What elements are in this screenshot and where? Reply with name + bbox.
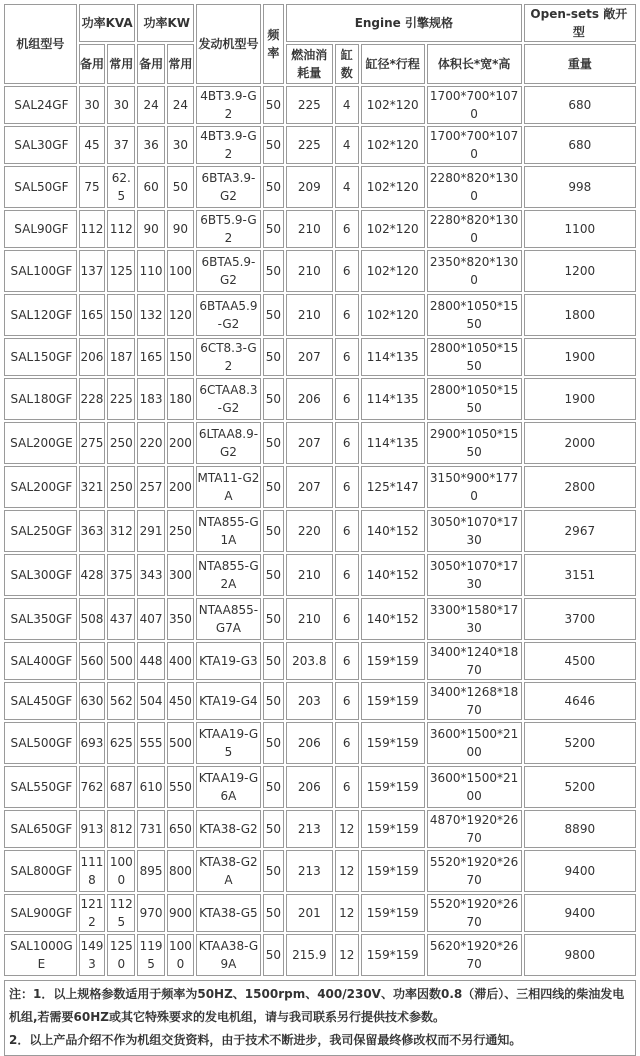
table-row bbox=[4, 850, 636, 892]
kva-prime-cell: 1250 bbox=[107, 934, 135, 976]
model-cell: SAL24GF bbox=[4, 86, 77, 124]
kw-prime-cell: 200 bbox=[167, 422, 194, 464]
bore-stroke-cell: 140*152 bbox=[361, 554, 425, 596]
kva-prime-cell: 375 bbox=[107, 554, 135, 596]
frequency-cell: 50 bbox=[263, 642, 284, 680]
frequency-cell: 50 bbox=[263, 250, 284, 292]
table-row bbox=[4, 166, 636, 208]
weight-cell: 5200 bbox=[524, 722, 636, 764]
cylinders-cell: 6 bbox=[335, 682, 359, 720]
kw-prime-cell: 400 bbox=[167, 642, 194, 680]
weight-cell: 3700 bbox=[524, 598, 636, 640]
kw-standby-cell: 1195 bbox=[137, 934, 164, 976]
kw-standby-cell: 60 bbox=[137, 166, 164, 208]
kva-standby-cell: 228 bbox=[79, 378, 105, 420]
frequency-cell: 50 bbox=[263, 422, 284, 464]
kva-prime-cell: 250 bbox=[107, 422, 135, 464]
fuel-cell: 207 bbox=[286, 466, 333, 508]
weight-cell: 680 bbox=[524, 86, 636, 124]
kva-prime-cell: 62.5 bbox=[107, 166, 135, 208]
dimensions-cell: 3150*900*1770 bbox=[427, 466, 522, 508]
frequency-cell: 50 bbox=[263, 598, 284, 640]
kw-standby-cell: 220 bbox=[137, 422, 164, 464]
kva-standby-cell: 1493 bbox=[79, 934, 105, 976]
col-model-header: 机组型号 bbox=[4, 4, 77, 84]
dimensions-cell: 5520*1920*2670 bbox=[427, 850, 522, 892]
weight-cell: 2000 bbox=[524, 422, 636, 464]
table-row bbox=[4, 722, 636, 764]
cylinders-cell: 12 bbox=[335, 934, 359, 976]
kva-standby-cell: 363 bbox=[79, 510, 105, 552]
fuel-cell: 203 bbox=[286, 682, 333, 720]
weight-cell: 5200 bbox=[524, 766, 636, 808]
kw-standby-cell: 970 bbox=[137, 894, 164, 932]
kva-standby-cell: 913 bbox=[79, 810, 105, 848]
kw-prime-cell: 200 bbox=[167, 466, 194, 508]
bore-stroke-cell: 140*152 bbox=[361, 510, 425, 552]
kva-standby-cell: 762 bbox=[79, 766, 105, 808]
kw-standby-cell: 90 bbox=[137, 210, 164, 248]
kva-standby-cell: 321 bbox=[79, 466, 105, 508]
kva-prime-cell: 1000 bbox=[107, 850, 135, 892]
kw-prime-cell: 650 bbox=[167, 810, 194, 848]
model-cell: SAL300GF bbox=[4, 554, 77, 596]
kw-prime-cell: 100 bbox=[167, 250, 194, 292]
kva-prime-cell: 687 bbox=[107, 766, 135, 808]
dimensions-cell: 2350*820*1300 bbox=[427, 250, 522, 292]
kw-standby-cell: 895 bbox=[137, 850, 164, 892]
model-cell: SAL120GF bbox=[4, 294, 77, 336]
table-row bbox=[4, 642, 636, 680]
frequency-cell: 50 bbox=[263, 126, 284, 164]
kw-prime-cell: 350 bbox=[167, 598, 194, 640]
kw-standby-cell: 448 bbox=[137, 642, 164, 680]
kw-prime-cell: 800 bbox=[167, 850, 194, 892]
engine-model-cell: KTA38-G2A bbox=[196, 850, 261, 892]
fuel-cell: 215.9 bbox=[286, 934, 333, 976]
cylinders-cell: 6 bbox=[335, 598, 359, 640]
kw-standby-cell: 183 bbox=[137, 378, 164, 420]
model-cell: SAL400GF bbox=[4, 642, 77, 680]
kva-standby-cell: 45 bbox=[79, 126, 105, 164]
kw-standby-cell: 504 bbox=[137, 682, 164, 720]
frequency-cell: 50 bbox=[263, 210, 284, 248]
engine-model-cell: KTA19-G4 bbox=[196, 682, 261, 720]
kw-standby-cell: 257 bbox=[137, 466, 164, 508]
kva-standby-cell: 560 bbox=[79, 642, 105, 680]
kw-standby-cell: 610 bbox=[137, 766, 164, 808]
cylinders-cell: 12 bbox=[335, 810, 359, 848]
kva-standby-cell: 206 bbox=[79, 338, 105, 376]
fuel-cell: 210 bbox=[286, 294, 333, 336]
kva-prime-cell: 562 bbox=[107, 682, 135, 720]
weight-cell: 9800 bbox=[524, 934, 636, 976]
kva-standby-cell: 693 bbox=[79, 722, 105, 764]
kva-standby-cell: 428 bbox=[79, 554, 105, 596]
table-row bbox=[4, 210, 636, 248]
col-kva-header: 功率KVA bbox=[79, 4, 136, 42]
frequency-cell: 50 bbox=[263, 850, 284, 892]
table-row bbox=[4, 466, 636, 508]
bore-stroke-cell: 102*120 bbox=[361, 210, 425, 248]
kw-standby-cell: 291 bbox=[137, 510, 164, 552]
bore-stroke-cell: 159*159 bbox=[361, 810, 425, 848]
bore-stroke-cell: 102*120 bbox=[361, 86, 425, 124]
cylinders-cell: 4 bbox=[335, 126, 359, 164]
dimensions-cell: 3600*1500*2100 bbox=[427, 766, 522, 808]
fuel-cell: 201 bbox=[286, 894, 333, 932]
cylinders-cell: 4 bbox=[335, 166, 359, 208]
note-2: 2．以上产品介绍不作为机组交货资料，由于技术不断进步，我司保留最终修改权而不另行通知。 bbox=[9, 1033, 522, 1047]
kva-standby-cell: 275 bbox=[79, 422, 105, 464]
col-kw-standby: 备用 bbox=[137, 44, 164, 84]
engine-model-cell: KTAA19-G6A bbox=[196, 766, 261, 808]
engine-model-cell: KTA19-G3 bbox=[196, 642, 261, 680]
weight-cell: 1900 bbox=[524, 338, 636, 376]
model-cell: SAL50GF bbox=[4, 166, 77, 208]
notes-box bbox=[4, 980, 636, 1056]
bore-stroke-cell: 159*159 bbox=[361, 766, 425, 808]
engine-model-cell: 4BT3.9-G2 bbox=[196, 126, 261, 164]
dimensions-cell: 2900*1050*1550 bbox=[427, 422, 522, 464]
kva-standby-cell: 137 bbox=[79, 250, 105, 292]
weight-cell: 2967 bbox=[524, 510, 636, 552]
table-row bbox=[4, 126, 636, 164]
kva-standby-cell: 112 bbox=[79, 210, 105, 248]
kw-standby-cell: 165 bbox=[137, 338, 164, 376]
fuel-cell: 203.8 bbox=[286, 642, 333, 680]
model-cell: SAL200GE bbox=[4, 422, 77, 464]
dimensions-cell: 3050*1070*1730 bbox=[427, 510, 522, 552]
model-cell: SAL30GF bbox=[4, 126, 77, 164]
kva-standby-cell: 30 bbox=[79, 86, 105, 124]
bore-stroke-cell: 159*159 bbox=[361, 682, 425, 720]
engine-model-cell: 6BTA3.9-G2 bbox=[196, 166, 261, 208]
kva-prime-cell: 250 bbox=[107, 466, 135, 508]
dimensions-cell: 5520*1920*2670 bbox=[427, 894, 522, 932]
kva-standby-cell: 630 bbox=[79, 682, 105, 720]
model-cell: SAL150GF bbox=[4, 338, 77, 376]
fuel-cell: 210 bbox=[286, 250, 333, 292]
engine-model-cell: NTAA855-G7A bbox=[196, 598, 261, 640]
kva-prime-cell: 437 bbox=[107, 598, 135, 640]
dimensions-cell: 3400*1268*1870 bbox=[427, 682, 522, 720]
kva-standby-cell: 75 bbox=[79, 166, 105, 208]
table-row bbox=[4, 598, 636, 640]
frequency-cell: 50 bbox=[263, 934, 284, 976]
bore-stroke-cell: 102*120 bbox=[361, 294, 425, 336]
kw-prime-cell: 250 bbox=[167, 510, 194, 552]
cylinders-cell: 6 bbox=[335, 510, 359, 552]
cylinders-cell: 6 bbox=[335, 378, 359, 420]
engine-model-cell: NTA855-G2A bbox=[196, 554, 261, 596]
fuel-cell: 225 bbox=[286, 86, 333, 124]
cylinders-cell: 12 bbox=[335, 894, 359, 932]
kw-standby-cell: 36 bbox=[137, 126, 164, 164]
cylinders-cell: 4 bbox=[335, 86, 359, 124]
engine-model-cell: NTA855-G1A bbox=[196, 510, 261, 552]
engine-model-cell: 4BT3.9-G2 bbox=[196, 86, 261, 124]
dimensions-cell: 3300*1580*1730 bbox=[427, 598, 522, 640]
bore-stroke-cell: 159*159 bbox=[361, 642, 425, 680]
table-row bbox=[4, 682, 636, 720]
table-row bbox=[4, 378, 636, 420]
kw-standby-cell: 24 bbox=[137, 86, 164, 124]
table-row bbox=[4, 766, 636, 808]
bore-stroke-cell: 102*120 bbox=[361, 126, 425, 164]
fuel-cell: 207 bbox=[286, 338, 333, 376]
col-dimensions-header: 体积长*宽*高 bbox=[427, 44, 522, 84]
engine-model-cell: KTAA19-G5 bbox=[196, 722, 261, 764]
frequency-cell: 50 bbox=[263, 294, 284, 336]
model-cell: SAL250GF bbox=[4, 510, 77, 552]
col-engine-model-header: 发动机型号 bbox=[196, 4, 261, 84]
table-row bbox=[4, 86, 636, 124]
table-row bbox=[4, 934, 636, 976]
frequency-cell: 50 bbox=[263, 86, 284, 124]
model-cell: SAL90GF bbox=[4, 210, 77, 248]
table-row bbox=[4, 294, 636, 336]
kva-prime-cell: 1125 bbox=[107, 894, 135, 932]
weight-cell: 3151 bbox=[524, 554, 636, 596]
kva-prime-cell: 812 bbox=[107, 810, 135, 848]
kw-prime-cell: 90 bbox=[167, 210, 194, 248]
kva-standby-cell: 165 bbox=[79, 294, 105, 336]
cylinders-cell: 6 bbox=[335, 554, 359, 596]
kw-standby-cell: 343 bbox=[137, 554, 164, 596]
kw-prime-cell: 500 bbox=[167, 722, 194, 764]
kw-standby-cell: 555 bbox=[137, 722, 164, 764]
cylinders-cell: 6 bbox=[335, 294, 359, 336]
kw-standby-cell: 110 bbox=[137, 250, 164, 292]
fuel-cell: 209 bbox=[286, 166, 333, 208]
weight-cell: 4646 bbox=[524, 682, 636, 720]
model-cell: SAL550GF bbox=[4, 766, 77, 808]
cylinders-cell: 6 bbox=[335, 250, 359, 292]
col-bore-stroke-header: 缸径*行程 bbox=[361, 44, 425, 84]
kva-prime-cell: 150 bbox=[107, 294, 135, 336]
frequency-cell: 50 bbox=[263, 510, 284, 552]
model-cell: SAL100GF bbox=[4, 250, 77, 292]
dimensions-cell: 2800*1050*1550 bbox=[427, 338, 522, 376]
frequency-cell: 50 bbox=[263, 338, 284, 376]
cylinders-cell: 6 bbox=[335, 466, 359, 508]
fuel-cell: 210 bbox=[286, 210, 333, 248]
bore-stroke-cell: 102*120 bbox=[361, 250, 425, 292]
bore-stroke-cell: 114*135 bbox=[361, 378, 425, 420]
dimensions-cell: 1700*700*1070 bbox=[427, 126, 522, 164]
model-cell: SAL900GF bbox=[4, 894, 77, 932]
dimensions-cell: 1700*700*1070 bbox=[427, 86, 522, 124]
model-cell: SAL180GF bbox=[4, 378, 77, 420]
table-row bbox=[4, 894, 636, 932]
weight-cell: 998 bbox=[524, 166, 636, 208]
cylinders-cell: 6 bbox=[335, 766, 359, 808]
dimensions-cell: 2800*1050*1550 bbox=[427, 294, 522, 336]
weight-cell: 9400 bbox=[524, 850, 636, 892]
kva-prime-cell: 225 bbox=[107, 378, 135, 420]
col-cylinders-header: 缸数 bbox=[335, 44, 359, 84]
frequency-cell: 50 bbox=[263, 722, 284, 764]
bore-stroke-cell: 102*120 bbox=[361, 166, 425, 208]
weight-cell: 9400 bbox=[524, 894, 636, 932]
dimensions-cell: 3600*1500*2100 bbox=[427, 722, 522, 764]
frequency-cell: 50 bbox=[263, 466, 284, 508]
engine-model-cell: 6LTAA8.9-G2 bbox=[196, 422, 261, 464]
frequency-cell: 50 bbox=[263, 810, 284, 848]
kw-standby-cell: 132 bbox=[137, 294, 164, 336]
dimensions-cell: 2280*820*1300 bbox=[427, 166, 522, 208]
kva-prime-cell: 625 bbox=[107, 722, 135, 764]
table-row bbox=[4, 554, 636, 596]
kva-prime-cell: 112 bbox=[107, 210, 135, 248]
cylinders-cell: 6 bbox=[335, 210, 359, 248]
dimensions-cell: 5620*1920*2670 bbox=[427, 934, 522, 976]
fuel-cell: 210 bbox=[286, 554, 333, 596]
fuel-cell: 206 bbox=[286, 722, 333, 764]
kva-standby-cell: 1118 bbox=[79, 850, 105, 892]
col-engine-spec-header: Engine 引擎规格 bbox=[286, 4, 522, 42]
fuel-cell: 213 bbox=[286, 850, 333, 892]
kw-prime-cell: 1000 bbox=[167, 934, 194, 976]
cylinders-cell: 6 bbox=[335, 722, 359, 764]
weight-cell: 1100 bbox=[524, 210, 636, 248]
kva-prime-cell: 312 bbox=[107, 510, 135, 552]
table-row bbox=[4, 338, 636, 376]
table-body bbox=[4, 86, 636, 976]
bore-stroke-cell: 125*147 bbox=[361, 466, 425, 508]
kva-prime-cell: 37 bbox=[107, 126, 135, 164]
kw-prime-cell: 550 bbox=[167, 766, 194, 808]
bore-stroke-cell: 159*159 bbox=[361, 850, 425, 892]
weight-cell: 1800 bbox=[524, 294, 636, 336]
col-weight-header: 重量 bbox=[524, 44, 636, 84]
kva-prime-cell: 500 bbox=[107, 642, 135, 680]
dimensions-cell: 4870*1920*2670 bbox=[427, 810, 522, 848]
model-cell: SAL800GF bbox=[4, 850, 77, 892]
weight-cell: 2800 bbox=[524, 466, 636, 508]
bore-stroke-cell: 114*135 bbox=[361, 338, 425, 376]
weight-cell: 4500 bbox=[524, 642, 636, 680]
table-row bbox=[4, 810, 636, 848]
kw-prime-cell: 50 bbox=[167, 166, 194, 208]
kw-prime-cell: 150 bbox=[167, 338, 194, 376]
weight-cell: 1200 bbox=[524, 250, 636, 292]
bore-stroke-cell: 159*159 bbox=[361, 894, 425, 932]
fuel-cell: 206 bbox=[286, 378, 333, 420]
col-open-sets-header: Open-sets 敞开型 bbox=[524, 4, 636, 42]
weight-cell: 680 bbox=[524, 126, 636, 164]
model-cell: SAL500GF bbox=[4, 722, 77, 764]
model-cell: SAL650GF bbox=[4, 810, 77, 848]
kw-prime-cell: 300 bbox=[167, 554, 194, 596]
cylinders-cell: 6 bbox=[335, 642, 359, 680]
kva-prime-cell: 187 bbox=[107, 338, 135, 376]
dimensions-cell: 3400*1240*1870 bbox=[427, 642, 522, 680]
weight-cell: 1900 bbox=[524, 378, 636, 420]
col-kw-header: 功率KW bbox=[137, 4, 194, 42]
frequency-cell: 50 bbox=[263, 766, 284, 808]
engine-model-cell: MTA11-G2A bbox=[196, 466, 261, 508]
fuel-cell: 206 bbox=[286, 766, 333, 808]
engine-model-cell: KTA38-G2 bbox=[196, 810, 261, 848]
kva-standby-cell: 508 bbox=[79, 598, 105, 640]
generator-spec-table bbox=[2, 2, 638, 978]
col-kva-prime: 常用 bbox=[107, 44, 135, 84]
kw-prime-cell: 24 bbox=[167, 86, 194, 124]
fuel-cell: 220 bbox=[286, 510, 333, 552]
model-cell: SAL350GF bbox=[4, 598, 77, 640]
cylinders-cell: 6 bbox=[335, 422, 359, 464]
dimensions-cell: 3050*1070*1730 bbox=[427, 554, 522, 596]
kw-prime-cell: 450 bbox=[167, 682, 194, 720]
frequency-cell: 50 bbox=[263, 378, 284, 420]
table-row bbox=[4, 510, 636, 552]
model-cell: SAL1000GE bbox=[4, 934, 77, 976]
bore-stroke-cell: 114*135 bbox=[361, 422, 425, 464]
engine-model-cell: 6BTAA5.9-G2 bbox=[196, 294, 261, 336]
col-frequency-header: 频率 bbox=[263, 4, 284, 84]
model-cell: SAL200GF bbox=[4, 466, 77, 508]
col-fuel-header: 燃油消耗量 bbox=[286, 44, 333, 84]
frequency-cell: 50 bbox=[263, 554, 284, 596]
frequency-cell: 50 bbox=[263, 682, 284, 720]
spec-sheet bbox=[2, 2, 638, 1056]
kw-standby-cell: 407 bbox=[137, 598, 164, 640]
fuel-cell: 213 bbox=[286, 810, 333, 848]
cylinders-cell: 12 bbox=[335, 850, 359, 892]
dimensions-cell: 2800*1050*1550 bbox=[427, 378, 522, 420]
engine-model-cell: 6CTAA8.3-G2 bbox=[196, 378, 261, 420]
engine-model-cell: KTA38-G5 bbox=[196, 894, 261, 932]
kva-standby-cell: 1212 bbox=[79, 894, 105, 932]
engine-model-cell: 6BT5.9-G2 bbox=[196, 210, 261, 248]
fuel-cell: 207 bbox=[286, 422, 333, 464]
bore-stroke-cell: 159*159 bbox=[361, 934, 425, 976]
bore-stroke-cell: 140*152 bbox=[361, 598, 425, 640]
kw-standby-cell: 731 bbox=[137, 810, 164, 848]
kw-prime-cell: 120 bbox=[167, 294, 194, 336]
kva-prime-cell: 30 bbox=[107, 86, 135, 124]
dimensions-cell: 2280*820*1300 bbox=[427, 210, 522, 248]
col-kva-standby: 备用 bbox=[79, 44, 105, 84]
model-cell: SAL450GF bbox=[4, 682, 77, 720]
kw-prime-cell: 900 bbox=[167, 894, 194, 932]
frequency-cell: 50 bbox=[263, 894, 284, 932]
table-row bbox=[4, 422, 636, 464]
kva-prime-cell: 125 bbox=[107, 250, 135, 292]
engine-model-cell: 6CT8.3-G2 bbox=[196, 338, 261, 376]
fuel-cell: 225 bbox=[286, 126, 333, 164]
kw-prime-cell: 30 bbox=[167, 126, 194, 164]
weight-cell: 8890 bbox=[524, 810, 636, 848]
kw-prime-cell: 180 bbox=[167, 378, 194, 420]
fuel-cell: 210 bbox=[286, 598, 333, 640]
frequency-cell: 50 bbox=[263, 166, 284, 208]
engine-model-cell: KTAA38-G9A bbox=[196, 934, 261, 976]
col-kw-prime: 常用 bbox=[167, 44, 194, 84]
bore-stroke-cell: 159*159 bbox=[361, 722, 425, 764]
table-row bbox=[4, 250, 636, 292]
note-1: 注：1．以上规格参数适用于频率为50HZ、1500rpm、400/230V、功率因数0.8（滞后）、三相四线的柴油发电机组,若需要60HZ或其它特殊要求的发电机组，请与我司联系另行提供技术参数。 bbox=[9, 987, 625, 1024]
engine-model-cell: 6BTA5.9-G2 bbox=[196, 250, 261, 292]
cylinders-cell: 6 bbox=[335, 338, 359, 376]
